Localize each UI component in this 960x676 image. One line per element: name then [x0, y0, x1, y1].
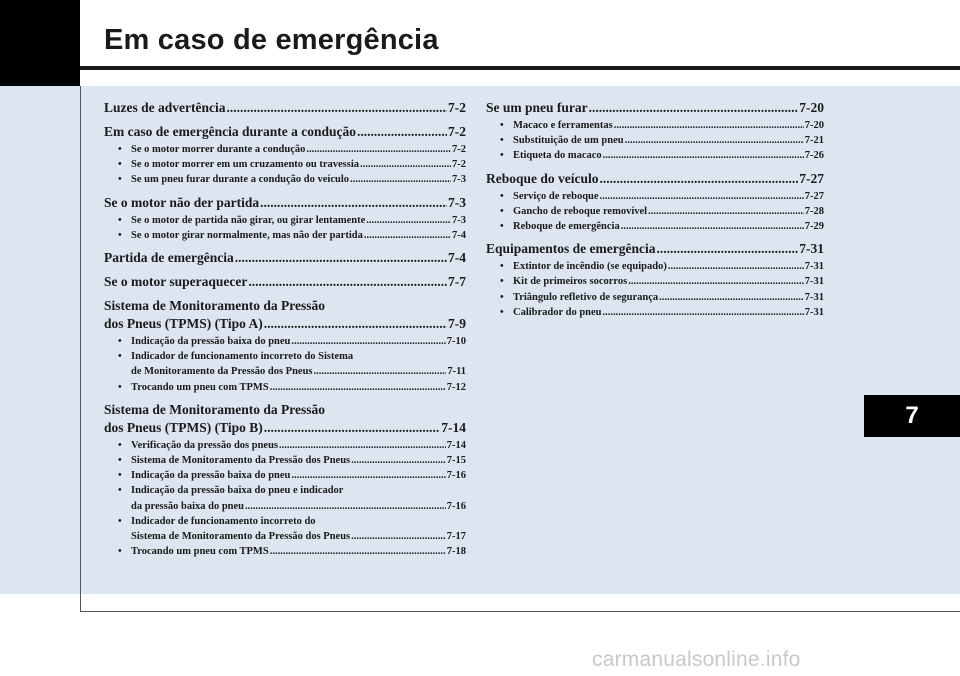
toc-subitem-page: 7-27 [804, 190, 824, 202]
toc-heading[interactable] [104, 249, 466, 267]
leader-dots [364, 228, 451, 243]
toc-subitem[interactable] [118, 213, 466, 228]
toc-subitem-row [131, 334, 466, 349]
toc-heading-text: Partida de emergência [104, 250, 234, 266]
toc-heading-text: Luzes de advertência [104, 100, 226, 115]
toc-heading[interactable] [486, 99, 824, 117]
leader-dots [291, 468, 445, 483]
toc-subitem-text: • Se o motor girar normalmente, mas não der partida [131, 229, 363, 241]
leader-dots [621, 219, 804, 234]
toc-subitem[interactable] [118, 349, 466, 379]
toc-subitem-text: • Kit de primeiros socorros [513, 276, 628, 288]
toc-subitems [486, 189, 824, 235]
toc-subitem-text: • Trocando um pneu com TPMS [131, 381, 269, 393]
toc-heading-page: 7-2 [448, 100, 466, 115]
leader-dots [245, 499, 446, 514]
leader-dots [235, 249, 447, 267]
toc-subitem[interactable] [500, 189, 824, 204]
toc-heading-page: 7-31 [799, 241, 824, 257]
toc-heading-line[interactable]: Sistema de Monitoramento da Pressão [104, 298, 325, 314]
toc-subitem-page: 7-15 [446, 455, 466, 467]
leader-dots [659, 290, 804, 305]
leader-dots [600, 170, 799, 188]
leader-dots [351, 529, 446, 544]
toc-subitem-row [131, 438, 466, 453]
leader-dots [357, 123, 447, 141]
leader-dots [603, 148, 804, 163]
toc-subitem-text: de Monitoramento da Pressão dos Pneus [131, 366, 313, 378]
toc-subitem-row [513, 259, 824, 274]
toc-subitem-row [131, 468, 466, 483]
toc-subitem-page: 7-2 [452, 159, 466, 171]
toc-subitem-text: • Sistema de Monitoramento da Pressão dos Pneus [131, 455, 351, 467]
toc-subitem-text: • Triângulo refletivo de segurança [513, 291, 659, 303]
toc-heading[interactable] [104, 419, 466, 437]
toc-subitem[interactable] [118, 334, 466, 349]
toc-subitem[interactable] [118, 514, 466, 544]
toc-subitem-row [131, 142, 466, 157]
toc-subitem[interactable] [500, 259, 824, 274]
toc-subitem[interactable] [500, 305, 824, 320]
toc-heading-page: 7-3 [448, 194, 466, 210]
toc-subitem[interactable] [118, 438, 466, 453]
leader-dots [614, 118, 804, 133]
toc-subitem-row [513, 118, 824, 133]
toc-subitem-page: 7-10 [446, 336, 466, 348]
toc-subitem-text: • Extintor de incêndio (se equipado) [513, 261, 667, 273]
toc-heading-page: 7-4 [448, 250, 466, 266]
toc-subitem-page: 7-4 [452, 229, 466, 241]
toc-subitem[interactable] [500, 274, 824, 289]
toc-subitem-row [131, 499, 466, 514]
leader-dots [264, 315, 447, 333]
toc-subitem-page: 7-18 [446, 546, 466, 558]
toc-heading[interactable] [104, 194, 466, 212]
toc-heading-text: dos Pneus (TPMS) (Tipo B) [104, 419, 263, 435]
toc-subitems [104, 213, 466, 243]
toc-heading-text: Equipamentos de emergência [486, 241, 656, 257]
toc-subitem-page: 7-16 [446, 500, 466, 512]
toc-heading-text: Se o motor não der partida [104, 194, 260, 210]
toc-subitem[interactable] [500, 219, 824, 234]
toc-heading-line[interactable]: Sistema de Monitoramento da Pressão [104, 401, 325, 417]
toc-subitem-text: • Gancho de reboque removível [513, 205, 648, 217]
toc-subitem-text: • Calibrador do pneu [513, 306, 602, 318]
toc-heading-text: Em caso de emergência durante a condução [104, 124, 356, 139]
toc-subitem-row [131, 544, 466, 559]
toc-subitem[interactable] [500, 148, 824, 163]
toc-subitem-text: • Reboque de emergência [513, 221, 620, 233]
leader-dots [270, 380, 446, 395]
watermark: carmanualsonline.info [592, 648, 801, 671]
toc-heading-page: 7-20 [799, 100, 824, 115]
toc-heading-page: 7-9 [448, 316, 466, 332]
leader-dots [260, 194, 447, 212]
page-title: Em caso de emergência [104, 24, 439, 56]
toc-heading-page: 7-27 [799, 170, 824, 186]
toc-subitem-page: 7-16 [446, 470, 466, 482]
leader-dots [279, 438, 446, 453]
toc-subitem-page: 7-3 [452, 214, 466, 226]
toc-subitem-text: • Se o motor de partida não girar, ou girar lentamente [131, 214, 366, 226]
leader-dots [657, 240, 799, 258]
toc-subitem-row [513, 189, 824, 204]
leader-dots [270, 544, 446, 559]
toc-subitem[interactable] [118, 142, 466, 157]
left-margin-line [80, 86, 81, 612]
toc-subitem[interactable] [118, 468, 466, 483]
toc-subitem[interactable] [500, 133, 824, 148]
toc-subitems [104, 438, 466, 560]
toc-heading-text: Reboque do veículo [486, 170, 599, 186]
toc-heading-text: Se o motor superaquecer [104, 274, 248, 290]
toc-subitem-page: 7-17 [446, 531, 466, 543]
toc-subitem-text: • Verificação da pressão dos pneus [131, 439, 279, 451]
toc-left-column [104, 99, 466, 561]
leader-dots [350, 172, 451, 187]
toc-subitem-page: 7-31 [804, 306, 824, 318]
toc-subitem-row [513, 290, 824, 305]
toc-subitem-row [513, 204, 824, 219]
toc-subitem[interactable] [118, 228, 466, 243]
toc-heading-page: 7-2 [448, 124, 466, 139]
toc-subitem-text: • Serviço de reboque [513, 190, 599, 202]
toc-subitem-row [513, 219, 824, 234]
toc-heading[interactable] [486, 240, 824, 258]
toc-subitems [104, 142, 466, 188]
toc-subitem[interactable] [500, 118, 824, 133]
toc-subitem-page: 7-11 [447, 366, 466, 378]
leader-dots [264, 419, 440, 437]
bottom-rule [80, 611, 960, 612]
leader-dots [600, 189, 804, 204]
toc-subitem-page: 7-31 [804, 261, 824, 273]
toc-subitem-text: • Se um pneu furar durante a condução do veículo [131, 174, 349, 186]
toc-subitem-text: • Se o motor morrer durante a condução [131, 144, 306, 155]
toc-heading[interactable] [486, 170, 824, 188]
toc-heading-page: 7-14 [441, 419, 466, 435]
leader-dots [226, 99, 447, 117]
toc-heading[interactable] [104, 315, 466, 333]
leader-dots [625, 133, 804, 148]
toc-subitem[interactable] [118, 157, 466, 172]
toc-subitem-row [131, 529, 466, 544]
toc-subitem-page: 7-21 [804, 135, 824, 147]
leader-dots [589, 99, 799, 117]
toc-subitem[interactable] [118, 453, 466, 468]
toc-heading[interactable] [104, 99, 466, 117]
toc-subitems [486, 118, 824, 164]
leader-dots [314, 364, 447, 379]
toc-subitem-text: • Macaco e ferramentas [513, 120, 613, 131]
toc-heading[interactable] [104, 123, 466, 141]
leader-dots [366, 213, 451, 228]
toc-subitem[interactable] [118, 380, 466, 395]
toc-subitem-row [131, 213, 466, 228]
toc-subitem-row [131, 380, 466, 395]
toc-subitems [104, 334, 466, 395]
toc-subitem-text: Sistema de Monitoramento da Pressão dos Pneus [131, 531, 351, 543]
chapter-tab[interactable]: 7 [864, 395, 960, 437]
toc-subitem-page: 7-3 [452, 174, 466, 186]
toc-subitem-line: • Indicação da pressão baixa do pneu e indicador [131, 485, 344, 497]
toc-subitem-page: 7-20 [804, 120, 824, 131]
leader-dots [291, 334, 445, 349]
leader-dots [628, 274, 804, 289]
toc-heading-text: dos Pneus (TPMS) (Tipo A) [104, 316, 263, 332]
leader-dots [648, 204, 804, 219]
toc-subitem-page: 7-14 [446, 439, 466, 451]
toc-subitem-text: • Indicação da pressão baixa do pneu [131, 336, 291, 348]
toc-subitem-text: • Indicação da pressão baixa do pneu [131, 470, 291, 482]
header-black-block [0, 0, 80, 86]
toc-subitem-page: 7-26 [804, 150, 824, 162]
toc-subitem-line: • Indicador de funcionamento incorreto do [131, 515, 316, 527]
toc-subitems [486, 259, 824, 320]
toc-subitem[interactable] [118, 483, 466, 513]
leader-dots [668, 259, 804, 274]
toc-subitem-row [131, 172, 466, 187]
toc-subitem-row [131, 157, 466, 172]
toc-subitem-row [513, 274, 824, 289]
leader-dots [603, 305, 804, 320]
toc-right-column [486, 99, 824, 322]
toc-subitem[interactable] [500, 204, 824, 219]
toc-subitem-row [513, 133, 824, 148]
toc-subitem-page: 7-12 [446, 381, 466, 393]
toc-subitem[interactable] [118, 172, 466, 187]
leader-dots [248, 273, 447, 291]
title-underline [80, 66, 960, 70]
toc-heading[interactable] [104, 273, 466, 291]
toc-subitem[interactable] [118, 544, 466, 559]
toc-subitem-row [131, 453, 466, 468]
leader-dots [351, 453, 446, 468]
toc-subitem-text: • Trocando um pneu com TPMS [131, 546, 269, 558]
toc-subitem-text: da pressão baixa do pneu [131, 500, 245, 512]
toc-subitem-text: • Substituição de um pneu [513, 135, 624, 147]
toc-subitem-row [131, 228, 466, 243]
toc-subitem-page: 7-28 [804, 205, 824, 217]
toc-subitem-page: 7-31 [804, 276, 824, 288]
toc-subitem-line: • Indicador de funcionamento incorreto do Sistema [131, 351, 354, 363]
toc-subitem-row [513, 148, 824, 163]
toc-subitem[interactable] [500, 290, 824, 305]
toc-subitem-row [131, 364, 466, 379]
toc-subitem-text: • Se o motor morrer em um cruzamento ou travessia [131, 159, 360, 171]
toc-subitem-text: • Etiqueta do macaco [513, 150, 602, 162]
toc-subitem-page: 7-2 [452, 144, 466, 155]
toc-heading-page: 7-7 [448, 274, 466, 290]
toc-subitem-row [513, 305, 824, 320]
leader-dots [360, 157, 451, 172]
leader-dots [306, 142, 451, 157]
toc-subitem-page: 7-31 [804, 291, 824, 303]
toc-subitem-page: 7-29 [804, 221, 824, 233]
toc-heading-text: Se um pneu furar [486, 100, 588, 115]
